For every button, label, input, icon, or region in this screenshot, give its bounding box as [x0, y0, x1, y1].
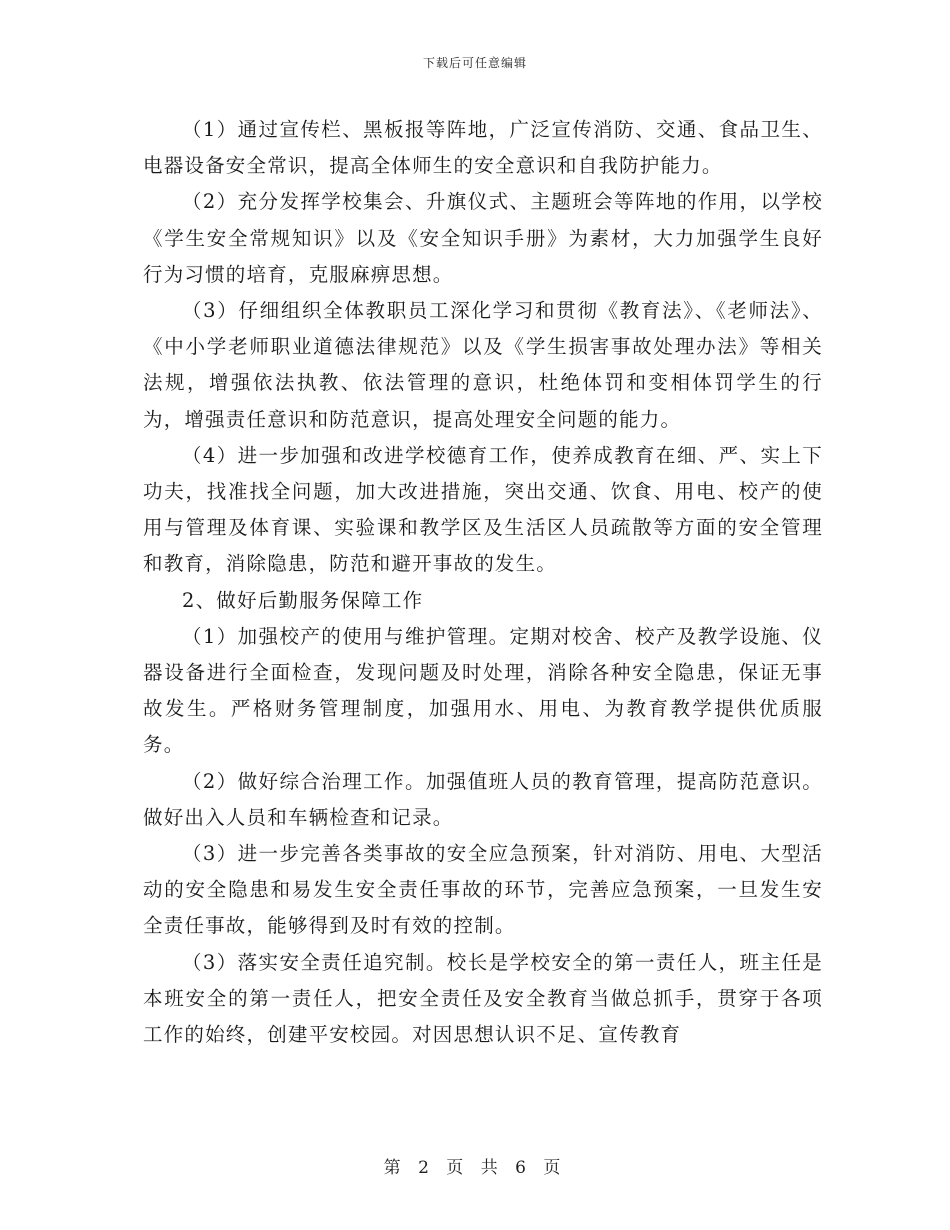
section-heading-logistics: 2、做好后勤服务保障工作 [182, 588, 424, 612]
paragraph-emergency-plan: （3）进一步完善各类事故的安全应急预案，针对消防、用电、大型活动的安全隐患和易发生安全责任事故的环节，完善应急预案，一旦发生安全责任事故，能够得到及时有效的控制。 [143, 842, 823, 938]
page-number-footer: 第 2 页 共 6 页 [383, 1158, 567, 1178]
paragraph-maintenance: （1）加强校产的使用与维护管理。定期对校舍、校产及教学设施、仪器设备进行全面检查，发现问题及时处理，消除各种安全隐患，保证无事故发生。严格财务管理制度，加强用水、用电、为教育教学提供优质服务。 [143, 624, 823, 757]
paragraph-moral-education: （4）进一步加强和改进学校德育工作，使养成教育在细、严、实上下功夫，找准找全问题，加大改进措施，突出交通、饮食、用电、校产的使用与管理及体育课、实验课和教学区及生活区人员疏散等方面的安全管理和教育，消除隐患，防范和避开事故的发生。 [143, 443, 823, 576]
paragraph-publicity: （1）通过宣传栏、黑板报等阵地，广泛宣传消防、交通、食品卫生、电器设备安全常识，提高全体师生的安全意识和自我防护能力。 [143, 118, 823, 178]
document-body [143, 112, 823, 1053]
paragraph-accountability: （3）落实安全责任追究制。校长是学校安全的第一责任人，班主任是本班安全的第一责任人，把安全责任及安全教育当做总抓手，贯穿于各项工作的始终，创建平安校园。对因思想认识不足、宣传教育 [143, 950, 823, 1047]
paragraph-staff-study: （3）仔细组织全体教职员工深化学习和贯彻《教育法》、《老师法》、《中小学老师职业道德法律规范》以及《学生损害事故处理办法》等相关法规，增强依法执教、依法管理的意识，杜绝体罚和变相体罚学生的行为，增强责任意识和防范意识，提高处理安全问题的能力。 [143, 299, 823, 431]
page-header-note: 下载后可任意编辑 [422, 56, 527, 70]
paragraph-governance: （2）做好综合治理工作。加强值班人员的教育管理，提高防范意识。做好出入人员和车辆检查和记录。 [143, 769, 823, 829]
paragraph-assembly: （2）充分发挥学校集会、升旗仪式、主题班会等阵地的作用，以学校《学生安全常规知识》以及《安全知识手册》为素材，大力加强学生良好行为习惯的培育，克服麻痹思想。 [143, 190, 823, 286]
